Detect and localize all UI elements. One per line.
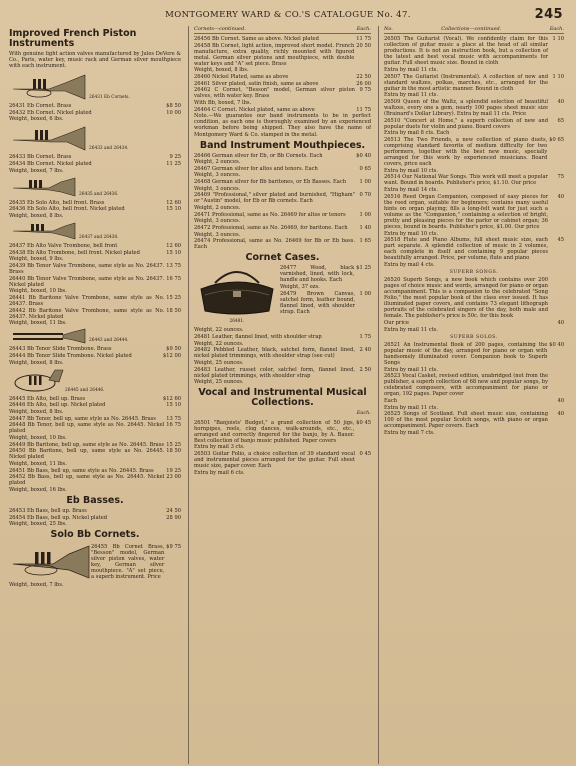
- item-list-basses: [9, 508, 181, 527]
- item-list-5: [9, 346, 181, 365]
- figure-caption: 26481.: [229, 319, 245, 325]
- list-item: Extra by mail 6 cts.: [194, 469, 245, 476]
- list-item: Weight, boxed, 25 lbs.: [9, 521, 67, 528]
- list-item: 26442 Bb Baritone Valve Trombone, same style as No. 26437. Nickel plated 18 50: [9, 307, 181, 320]
- list-item: 26467 German silver for altos and tenors. Each 0 65: [194, 165, 371, 172]
- item-list-collections: [384, 36, 564, 268]
- item-list-4: [9, 243, 181, 326]
- figure-caption: 26431 Eb Cornets.: [89, 95, 130, 101]
- figure-trombone: [9, 221, 181, 241]
- list-item: Weight, boxed, 6 lbs.: [9, 116, 64, 123]
- list-item: Weight, boxed, 8 lbs.: [9, 213, 64, 220]
- list-item: 26446 Eb Alto, bell up. Nickel plated 15 10: [9, 402, 181, 409]
- section-title-vocal-collections: Vocal and Instrumental Musical Collections.: [198, 387, 367, 409]
- list-item: 26455 Bb Cornet Brass, "Besson" model, German silver piston valves, water key, German silver mouthpiece. "A" set piece, a superb instrument. Price $9 75: [91, 543, 181, 580]
- vocal-each-label: Each.: [356, 410, 371, 417]
- list-item: Extra by mail 10 cts.: [384, 230, 438, 237]
- column-left: [9, 26, 181, 764]
- list-item: With Bb, boxed, 7 lbs.: [194, 100, 252, 107]
- list-item: 26460 Nickel Plated, same as above 22 50: [194, 74, 371, 81]
- list-item: Weight, boxed, 8 lbs.: [9, 359, 64, 366]
- section-title-cornet-cases: Cornet Cases.: [245, 252, 320, 264]
- note-text: Note.—We guarantee our band instruments to be in perfect condition, as each one is thoroughly examined by an experienced workman before being shipped. They also have the name of Montgomery Ward & Co. stamped in the metal.: [194, 113, 371, 138]
- column-right: [378, 26, 564, 764]
- figure-solo-cornet: [9, 542, 181, 580]
- list-item: 26448 Bb Tenor, bell up, same style as No. 26445. Nickel plated 16 75: [9, 422, 181, 435]
- list-item: Weight, 3 ounces.: [194, 218, 241, 225]
- list-item: Weight, boxed, 7 lbs.: [9, 582, 64, 589]
- list-item: 26437 Eb Alto Valve Trombone, bell front 12 60: [9, 243, 181, 250]
- list-item: 26481 Leather, flannel lined, with shoulder strap 1 75: [194, 334, 371, 341]
- list-item: Extra by mail 11 cts.: [384, 366, 438, 373]
- list-item: 26523 Vocal Casket, revised edition, unabridged (not from the publisher, a superb collection of 68 new and popular songs, by celebrated composers, with accompaniment for piano or organ, 192 pages. Paper cover: [384, 373, 548, 398]
- figure-alto: [9, 176, 181, 198]
- list-item: 26464 C Cornet. Nickel plated, same as above 11 75: [194, 106, 371, 113]
- column-middle: [188, 26, 371, 764]
- list-item: 26516 Reed Organ Companion, composed of easy pieces for the reed organ, suitable for beginners; contains many useful hints on organ playing; fills a long-felt want for just such a volume as the "Companion," containing a selection of bright, pretty and pleasing pieces for the parlor or cabinet organ; 36 pieces, bound in boards. Publisher's price, $1.00. Our price 40: [384, 193, 564, 230]
- list-item: 26449 Bb Baritone, bell up, same style as No. 26445. Brass 15 25: [9, 441, 181, 448]
- list-item: Weight, 3 ounces.: [194, 185, 241, 192]
- list-item: Weight, 3 ounces.: [194, 231, 241, 238]
- list-item: 26444 Bb Tenor Slide Trombone. Nickel plated $12 00: [9, 353, 181, 360]
- slide-trombone-illustration: [9, 328, 89, 344]
- list-item: 26514 Our National War Songs. This work will meet a popular want. Bound in boards. Publisher's price, $1.10. Our price 75: [384, 174, 564, 187]
- list-item: 26518 Flute and Piano Albums, full sheet music size, each part separate. A splendid collection of music in 2 volumes, each complete in itself and containing 9 popular pieces beautifully arranged. Price, per volume, flute and piano 45: [384, 237, 564, 262]
- list-item: 26471 Professional, same as No. 26469 for altos or tenors 1 00: [194, 211, 371, 218]
- list-item: 26466 German silver for Eb, or Bb Cornets. Each $0 40: [194, 152, 371, 159]
- list-item: Extra by mail 7 cts.: [384, 430, 435, 437]
- figure-caption: 26445 and 26446.: [65, 387, 105, 393]
- trombone-illustration: [9, 221, 79, 241]
- list-item: 26521 An Instrumental Book of 200 pages, containing the popular music of the day, arranged for piano or organ with handsomely illuminated cover. Companion book to Superb Songs $0 40: [384, 341, 564, 366]
- item-list-3: [9, 200, 181, 219]
- item-list-mouthpieces: [194, 153, 371, 251]
- list-item: Weight, boxed, 16 lbs.: [9, 487, 67, 493]
- item-list-6: [9, 396, 181, 493]
- item-list-1: [9, 103, 181, 122]
- cornet-case-illustration: [195, 265, 279, 317]
- list-item: Weight, 37 ozs.: [280, 284, 320, 291]
- list-item: 26509 Queen of the Waltz, a splendid selection of beautiful waltzes, every one a gem, nearly 100 pages sheet music size (Brainard's Dollar Library). Extra by mail 11 cts. Price 40: [384, 98, 564, 117]
- list-item: Extra by mail 11 cts.: [384, 326, 438, 333]
- list-item: Weight, boxed, 11 lbs.: [9, 320, 67, 327]
- list-item: 26513 The Two Friends, a new collection of piano duets, comprising standard favorite of medium difficulty for two performers, together with the best new music, specially arranged for this work by experienced musicians. Board covers, price each $0 65: [384, 136, 564, 168]
- list-item: 26474 Professional, same as No. 26469 for Bb or Eb bass. Each 1 65: [194, 238, 371, 251]
- list-item: 26472 Professional, same as No. 26469, for baritone. Each 1 40: [194, 225, 371, 231]
- list-item: Our price 40: [384, 320, 564, 327]
- list-item: 26450 Bb Baritone, bell up, same style as No. 26445. Nickel plated 18 50: [9, 448, 181, 461]
- item-list-cases: [194, 327, 371, 385]
- figure-caption: 26437 and 26438.: [79, 235, 119, 241]
- item-list-cases-side: [280, 265, 371, 315]
- list-item: Weight, boxed, 10 lbs.: [9, 288, 67, 295]
- column-header: Cornets—continued. Each.: [194, 26, 371, 34]
- list-item: 26431 Eb Cornet. Brass $8 50: [9, 103, 181, 110]
- list-item: 26434 Bb Cornet. Nickel plated 11 25: [9, 161, 181, 168]
- list-item: Weight, boxed, 8 lbs.: [9, 409, 64, 416]
- list-item: 26441 Bb Baritone Valve Trombone, same style as No. 26437. Brass 15 25: [9, 295, 181, 308]
- list-item: Weight, 2 ounces.: [194, 159, 241, 166]
- list-item: 26445 Eb Alto, bell up. Brass $12 60: [9, 395, 181, 402]
- figure-alto-bell-up: [9, 368, 181, 394]
- section-title-mouthpieces: Band Instrument Mouthpieces.: [199, 139, 366, 151]
- list-item: 26507 The Guitarist (Instrumental). A collection of new and standard waltzes, polkas, marches, etc., arranged for the guitar in the most artistic manner. Bound in cloth 1 10: [384, 73, 564, 92]
- item-list-superb-solos: [384, 342, 564, 436]
- list-item: 26438 Eb Alto Trombone, bell front. Nickel plated 15 10: [9, 249, 181, 256]
- list-item: Weight, 25 ounces.: [194, 360, 244, 367]
- figure-cornet-1: [9, 71, 181, 101]
- list-item: 26482 Pebbled Leather, black, satchel form, flannel lined, nickel plated trimmings, with shoulder strap (see cut) 2 40: [194, 347, 371, 360]
- list-item: Extra by mail 11 cts.: [384, 404, 438, 411]
- item-list-vocal: [194, 420, 371, 476]
- item-list-superb-songs: [384, 277, 564, 333]
- list-item: 26461 Silver plated, satin finish, same as above 26 00: [194, 80, 371, 87]
- list-item: 26452 Bb Bass, bell up, same style as No. 26445. Nickel plated 23 00: [9, 474, 181, 487]
- list-item: 26520 Superb Songs, a new book which contains over 200 pages of choice music and words, arranged for piano or organ accompaniment. This is a companion to the celebrated "Song Folio," the most popular book of the class ever issued. It has illuminated paper covers, and contains 73 elegant lithograph portraits of the celebrated singers of the day, both male and female. The publisher's price is 50c. for this book: [384, 277, 548, 320]
- list-item: 26433 Bb Cornet. Brass 9 25: [9, 154, 181, 161]
- list-item: 26435 Eb Solo Alto, bell front. Brass 12 60: [9, 199, 181, 206]
- case-figure-wrap: [194, 265, 280, 325]
- list-item: Weight, 22 ounces.: [194, 327, 244, 334]
- page-number: 245: [534, 7, 563, 22]
- cornet-illustration: [9, 71, 89, 101]
- list-item: Weight, 3 ounces.: [194, 172, 241, 179]
- list-item: Each 40: [384, 398, 564, 404]
- list-item: Extra by mail 3 cts.: [194, 444, 245, 451]
- list-item: 26436 Eb Solo Alto, bell front. Nickel plated 15 10: [9, 206, 181, 213]
- list-item: 26510 "Concert at Home," a superb collection of new and popular duets for violin and piano. Board covers 65: [384, 117, 564, 130]
- alto-bell-up-illustration: [9, 368, 65, 394]
- list-item: Weight, boxed, 10 lbs.: [9, 435, 67, 442]
- list-item: Weight, boxed, 8 lbs.: [194, 67, 249, 74]
- column-header: No. Collections—continued. Each.: [384, 26, 564, 34]
- section-title-french-piston: Improved French Piston Instruments: [9, 28, 137, 49]
- figure-cornet-2: [9, 124, 181, 152]
- list-item: 26501 "Banjoists' Budget," a grand collection of 50 jigs, hornpipes, reels, clog dances, walk-arounds, etc., etc., arranged and correctly fingered for the banjo, by A. Bauer. Best collection of banjo music published. Paper covers $0 45: [194, 419, 371, 444]
- page-header: [9, 4, 567, 26]
- list-item: 26477 Wood, black varnished, lined, with lock, handle and hooks. Each $1 25: [280, 265, 371, 284]
- list-item: 26505 The Guitarist (Vocal). We confidently claim for this collection of guitar music a place at the head of all similar productions. It is not an instruction book, but a collection of the latest and best vocal music with accompaniments for guitar. Full sheet music size. Bound in cloth 1 10: [384, 36, 564, 67]
- list-item: Extra by mail 8 cts. Each: [384, 130, 450, 137]
- list-item: 26453 Eb Bass, bell up. Brass 24 50: [9, 508, 181, 515]
- item-list-2: [9, 154, 181, 173]
- figure-cornet-case: [194, 265, 371, 325]
- list-item: 26525 Songs of Scotland. Full sheet music size, containing 100 of the most popular Scotch songs, with piano or organ accompaniment. Paper covers. Each 40: [384, 411, 564, 430]
- section-title-solo-cornets: Solo Bb Cornets.: [50, 529, 140, 541]
- list-item: Weight, 25 ounces.: [194, 379, 244, 386]
- list-item: 26458 Bb Cornet, light action, improved short model. French manufacture, extra quality, richly mounted with figured metal. German silver pistons and mouthpiece, with double water keys and "A" set piece. Brass 20 50: [194, 42, 371, 67]
- list-item: 26503 Guitar Folio, a choice collection of 39 standard vocal and instrumental pieces arranged for the guitar. Full sheet music size, paper cover. Each 0 45: [194, 450, 371, 470]
- list-item: 26454 Eb Bass, bell up. Nickel plated 28 90: [9, 514, 181, 521]
- list-item: Extra by mail 10 cts.: [384, 167, 438, 174]
- list-item: Weight, boxed, 9 lbs.: [9, 256, 64, 263]
- figure-slide-trombone: [9, 328, 181, 344]
- figure-caption: 26443 and 26444.: [89, 338, 129, 344]
- list-item: 26468 German silver for Bb baritones, or Eb Basses. Each 1 00: [194, 179, 371, 186]
- list-item: Extra by mail 4 cts.: [384, 262, 435, 269]
- list-item: Extra by mail 14 cts.: [384, 187, 438, 194]
- list-item: 26432 Eb Cornet. Nickel plated 10 00: [9, 109, 181, 116]
- alto-illustration: [9, 176, 79, 198]
- list-item: 26462 C Cornet, "Besson" model, German silver piston valves, with water key. Brass 9 75: [194, 87, 371, 100]
- list-item: 26439 Bb Tenor Valve Trombone, same style as No. 26437. Brass 13 75: [9, 263, 181, 276]
- page-header-title: MONTGOMERY WARD & CO.'S CATALOGUE No. 47.: [165, 10, 411, 20]
- list-item: Weight, boxed, 11 lbs.: [9, 461, 67, 468]
- list-item: 26451 Bb Bass, bell up, same style as No. 26445. Brass 19 25: [9, 467, 181, 474]
- figure-caption: 26435 and 26436.: [79, 191, 119, 197]
- list-item: 26469 "Professional," silver plated and burnished, "Higham" or "Austin" model, for Eb or Bb cornets. Each 0 70: [194, 192, 371, 205]
- figure-caption: 26433 and 26434.: [89, 146, 129, 152]
- list-item: 26456 Bb Cornet. Same as above. Nickel plated 11 75: [194, 36, 371, 43]
- cornet-illustration: [9, 124, 89, 152]
- list-item: 26483 Leather, russet color, satchel form, flannel lined, nickel plated trimmings, with shoulder strap 2 50: [194, 366, 371, 379]
- section-intro: With genuine light action valves manufactured by Jules DeVere & Co., Paris, water key, music rack and German silver mouthpiece with each instrument.: [9, 51, 181, 70]
- list-item: Weight, 2 ounces.: [194, 205, 241, 212]
- item-list-cornets-cont: [194, 36, 371, 138]
- list-item: Extra by mail 11 cts.: [384, 92, 438, 99]
- subsection-superb-songs: SUPERB SONGS.: [449, 270, 499, 276]
- subsection-superb-solos: SUPERB SOLOS.: [450, 334, 498, 340]
- page-columns: [9, 26, 567, 764]
- solo-cornet-illustration: [9, 542, 91, 580]
- list-item: Weight, boxed, 7 lbs.: [9, 167, 64, 174]
- list-item: 26479 Brown Canvas, satchel form, leather bound, flannel lined, with shoulder strap. Each 1 00: [280, 290, 371, 315]
- list-item: Extra by mail 11 cts.: [384, 66, 438, 73]
- section-title-basses: Eb Basses.: [66, 495, 124, 507]
- list-item: 26447 Bb Tenor, bell up, same style as No. 26445. Brass 13 75: [9, 415, 181, 422]
- list-item: 26443 Bb Tenor Slide Trombone. Brass $9 50: [9, 346, 181, 353]
- item-list-solo: [91, 544, 181, 581]
- list-item: 26440 Bb Tenor Valve Trombone, same style as No. 26437. Nickel plated 16 75: [9, 275, 181, 288]
- list-item: Weight, 22 ounces.: [194, 340, 244, 347]
